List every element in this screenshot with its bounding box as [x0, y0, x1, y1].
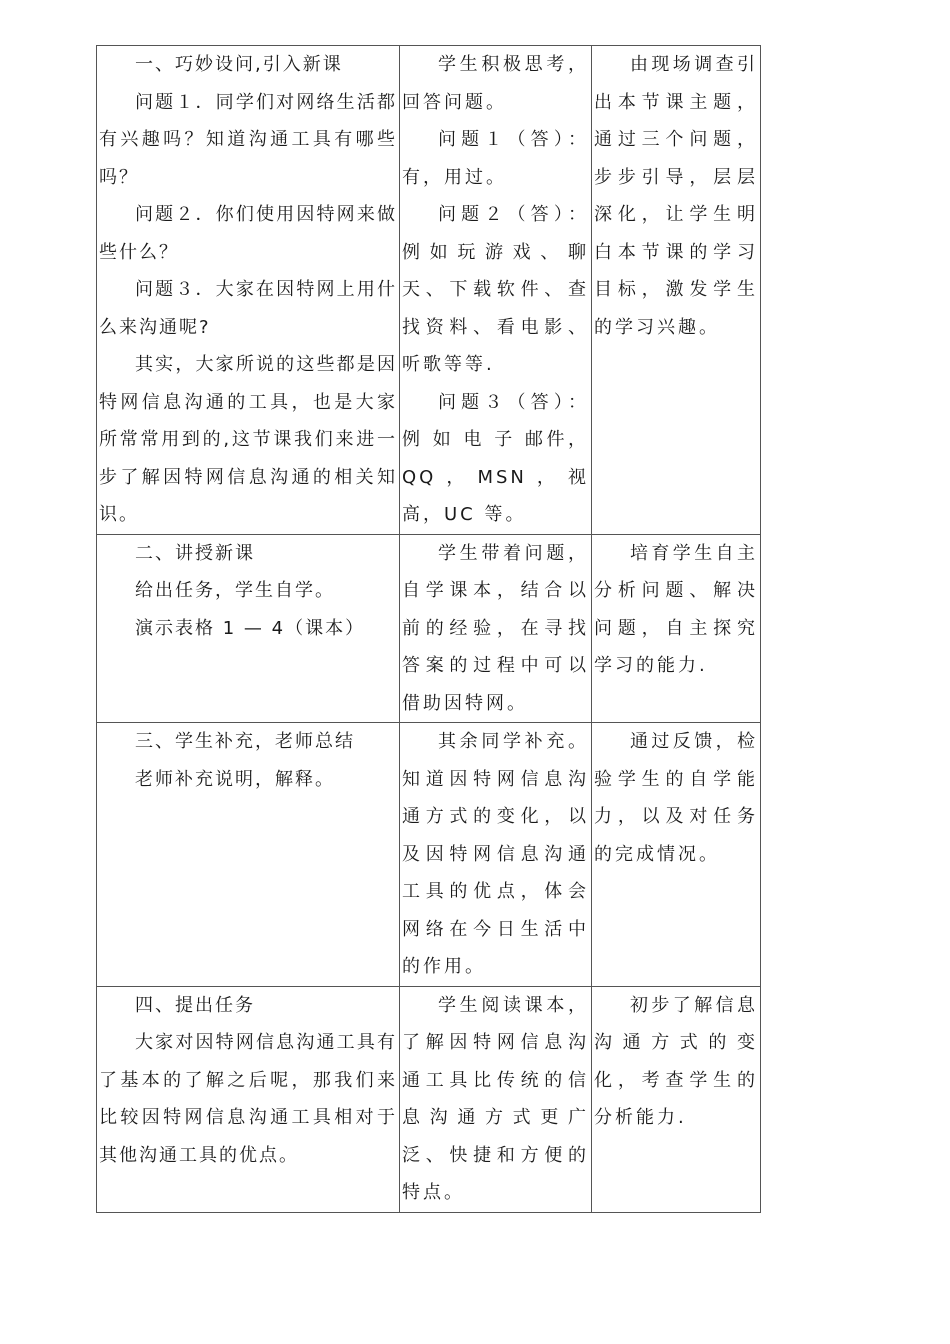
teacher-activity-cell [97, 723, 400, 987]
table-row [97, 46, 761, 535]
paragraph: 学生带着问题，自学课本，结合以前的经验，在寻找答案的过程中可以借助因特网。 [402, 542, 589, 714]
teacher-activity-cell [97, 986, 400, 1212]
paragraph: 演示表格 1 — 4（课本） [135, 617, 366, 639]
paragraph: 其余同学补充。知道因特网信息沟通方式的变化，以及因特网信息沟通工具的优点，体会网络在今日生活中的作用。 [402, 731, 589, 977]
student-activity-cell [400, 46, 592, 535]
table-row [97, 723, 761, 987]
paragraph: 由现场调查引出本节课主题，通过三个问题，步步引导，层层深化，让学生明白本节课的学习目标，激发学生的学习兴趣。 [594, 54, 758, 338]
student-activity-cell [400, 534, 592, 723]
paragraph: 通过反馈，检验学生的自学能力，以及对任务的完成情况。 [594, 731, 758, 865]
section-heading: 四、提出任务 [135, 994, 255, 1016]
section-heading: 二、讲授新课 [135, 542, 255, 564]
design-intent-cell [592, 986, 761, 1212]
paragraph: 学生积极思考，回答问题。 [402, 54, 589, 113]
paragraph: 问题３．大家在因特网上用什么来沟通呢? [99, 279, 397, 338]
paragraph: 其实，大家所说的这些都是因特网信息沟通的工具，也是大家所常常用到的,这节课我们来进一步了解因特网信息沟通的相关知识。 [99, 354, 397, 525]
table-row [97, 534, 761, 723]
teacher-activity-cell [97, 534, 400, 723]
paragraph: 问题２（答）：例如玩游戏、聊天、下载软件、查找资料、看电影、听歌等等. [402, 204, 589, 375]
design-intent-cell [592, 723, 761, 987]
section-heading: 一、巧妙设问,引入新课 [135, 54, 343, 75]
paragraph: 问题２．你们使用因特网来做些什么？ [99, 204, 397, 263]
paragraph: 大家对因特网信息沟通工具有了基本的了解之后呢，那我们来比较因特网信息沟通工具相对于其他沟通工具的优点。 [99, 1032, 397, 1166]
lesson-plan-table [96, 45, 761, 1213]
paragraph: 初步了解信息沟通方式的变化，考查学生的分析能力. [594, 994, 758, 1128]
section-heading: 三、学生补充，老师总结 [135, 731, 355, 752]
student-activity-cell [400, 986, 592, 1212]
paragraph: 问题１．同学们对网络生活都有兴趣吗？知道沟通工具有哪些吗？ [99, 91, 397, 188]
design-intent-cell [592, 46, 761, 535]
paragraph: 学生阅读课本，了解因特网信息沟通工具比传统的信息沟通方式更广泛、快捷和方便的特点。 [402, 994, 589, 1203]
paragraph: 培育学生自主分析问题、解决问题，自主探究学习的能力. [594, 542, 758, 676]
paragraph: 问题３（答）：例 如 电 子 邮件，QQ，MSN，视高，UC 等。 [402, 391, 589, 525]
design-intent-cell [592, 534, 761, 723]
paragraph: 给出任务，学生自学。 [135, 580, 335, 601]
table-row [97, 986, 761, 1212]
student-activity-cell [400, 723, 592, 987]
teacher-activity-cell [97, 46, 400, 535]
paragraph: 老师补充说明，解释。 [135, 768, 335, 790]
paragraph: 问题１（答）：有，用过。 [402, 129, 589, 188]
